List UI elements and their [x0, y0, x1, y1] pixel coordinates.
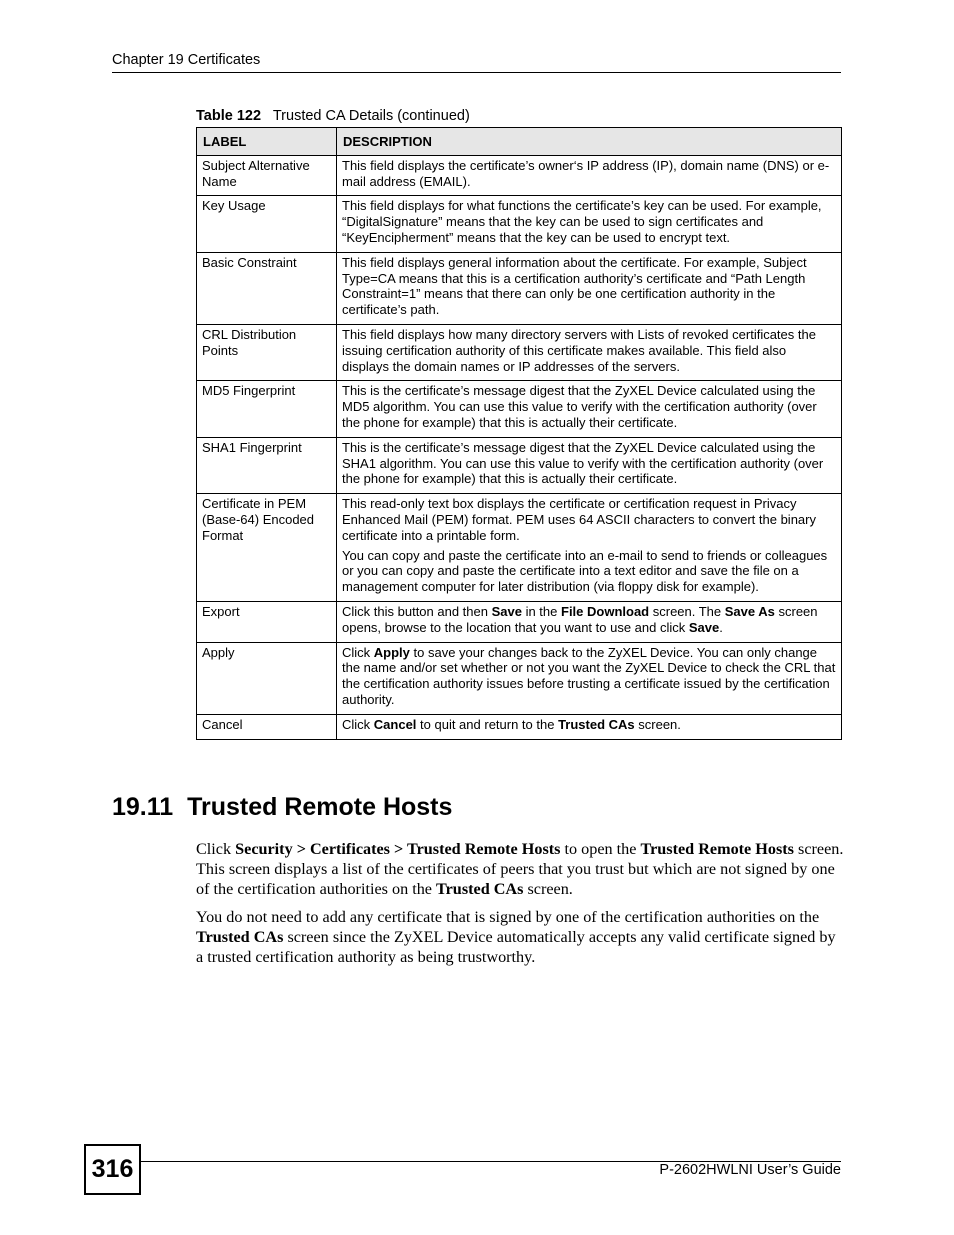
trusted-ca-details-table [196, 127, 842, 740]
text-run: to save your changes back to the ZyXEL Device. You can only change the name and/or set whether or not you want the ZyXEL Device to check the CRL that the certification authority issues before trusting a certificate issued by the certification authority. [342, 644, 836, 707]
text-run: You do not need to add any certificate that is signed by one of the certification authorities on the [196, 908, 820, 926]
table-header-row [197, 128, 842, 156]
description-paragraph: This field displays general information about the certificate. For example, Subject Type=CA means that this is a certification authority’s certificate and “Path Length Constraint=1” means that there can only be one certification authority in the certificate’s path. [342, 254, 807, 318]
text-run: Click [342, 644, 374, 660]
text-run: to open the [560, 840, 641, 858]
row-label: CRL Distribution Points [197, 324, 337, 380]
chapter-title: Chapter 19 Certificates [112, 52, 261, 68]
table-row [197, 324, 842, 380]
description-paragraph: This field displays how many directory servers with Lists of revoked certificates the issuing certification authority of this certificate makes available. This field also displays the domain names or IP addresses of the servers. [342, 326, 816, 374]
table-row [197, 601, 842, 642]
text-run: to quit and return to the [416, 716, 559, 732]
bold-text: Trusted CAs [436, 880, 524, 898]
text-run: Click [196, 840, 236, 858]
description-paragraph: This is the certificate’s message digest that the ZyXEL Device calculated using the MD5 algorithm. You can use this value to verify with the certification authority (over the phone for example) that this is actually their certificate. [342, 383, 817, 430]
row-description [337, 324, 842, 380]
row-label: MD5 Fingerprint [197, 381, 337, 437]
table-number: Table 122 [196, 108, 262, 124]
bold-text: File Download [561, 603, 650, 619]
description-column-header: DESCRIPTION [337, 128, 842, 156]
bold-text: Save As [724, 603, 775, 619]
table-title: Trusted CA Details (continued) [272, 108, 470, 124]
table-row [197, 437, 842, 493]
text-run: Click this button and then [342, 603, 492, 619]
description-paragraph [342, 645, 836, 708]
row-description [337, 601, 842, 642]
bold-text: Trusted CAs [196, 928, 284, 946]
text-run: screen. The [649, 603, 725, 619]
page-number: 316 [84, 1144, 141, 1195]
row-description [337, 494, 842, 602]
bold-text: Save [491, 603, 522, 619]
intro-paragraph [196, 839, 846, 899]
text-run: . [719, 619, 723, 635]
row-label: SHA1 Fingerprint [197, 437, 337, 493]
row-label: Subject Alternative Name [197, 155, 337, 196]
text-run: in the [521, 603, 561, 619]
table-row [197, 252, 842, 324]
table-row [197, 642, 842, 714]
bold-text: Trusted CAs [558, 716, 635, 732]
description-paragraph: This field displays the certificate’s owner‘s IP address (IP), domain name (DNS) or e-mail address (EMAIL). [342, 157, 830, 189]
bold-text: Apply [373, 644, 410, 660]
description-paragraph: This field displays for what functions the certificate’s key can be used. For example, “DigitalSignature” means that the key can be used to sign certificates and “KeyEncipherment” means that the key can be used to encrypt text. [342, 198, 822, 245]
table-row [197, 196, 842, 252]
section-heading: 19.11 Trusted Remote Hosts [112, 793, 453, 821]
row-label: Export [197, 601, 337, 642]
table-row [197, 714, 842, 739]
row-description [337, 714, 842, 739]
table-caption [196, 108, 470, 124]
row-description [337, 437, 842, 493]
bold-text: Trusted Remote Hosts [640, 840, 794, 858]
label-column-header: LABEL [197, 128, 337, 156]
page-header [112, 52, 841, 73]
note-paragraph [196, 907, 846, 967]
text-run: screen opens, browse to the location that you want to use and click [342, 603, 818, 635]
text-run: screen. This screen displays a list of the certificates of peers that you trust but which are not signed by one of the certification authorities on the [196, 840, 844, 898]
table-row [197, 494, 842, 602]
description-paragraph: This is the certificate’s message digest that the ZyXEL Device calculated using the SHA1 algorithm. You can use this value to verify with the certification authority (over the phone for example) that this is actually their certificate. [342, 439, 824, 487]
description-paragraph [342, 604, 836, 636]
bold-text: Cancel [373, 716, 417, 732]
row-description [337, 642, 842, 714]
row-label: Basic Constraint [197, 252, 337, 324]
row-label: Cancel [197, 714, 337, 739]
row-description [337, 252, 842, 324]
row-description [337, 381, 842, 437]
row-label: Certificate in PEM (Base-64) Encoded Format [197, 494, 337, 602]
text-run: screen. [523, 880, 573, 898]
row-label: Key Usage [197, 196, 337, 252]
description-paragraph [342, 717, 836, 733]
row-description [337, 196, 842, 252]
text-run: screen since the ZyXEL Device automatically accepts any valid certificate signed by a trusted certification authority as being trustworthy. [196, 928, 836, 966]
description-paragraph: This read-only text box displays the certificate or certification request in Privacy Enhanced Mail (PEM) format. PEM uses 64 ASCII characters to convert the binary certificate into a printable form. [342, 496, 816, 543]
row-label: Apply [197, 642, 337, 714]
table-row [197, 381, 842, 437]
description-paragraph: You can copy and paste the certificate into an e-mail to send to friends or colleagues or you can copy and paste the certificate into a text editor and save the file on a management computer for later distribution (via floppy disk for example). [342, 547, 828, 595]
bold-text: Save [688, 619, 720, 635]
guide-title: P-2602HWLNI User’s Guide [659, 1162, 841, 1178]
text-run: Click [342, 716, 374, 732]
table-row [197, 155, 842, 196]
row-description [337, 155, 842, 196]
text-run: screen. [634, 716, 681, 732]
bold-text: Security > Certificates > Trusted Remote Hosts [235, 840, 561, 858]
